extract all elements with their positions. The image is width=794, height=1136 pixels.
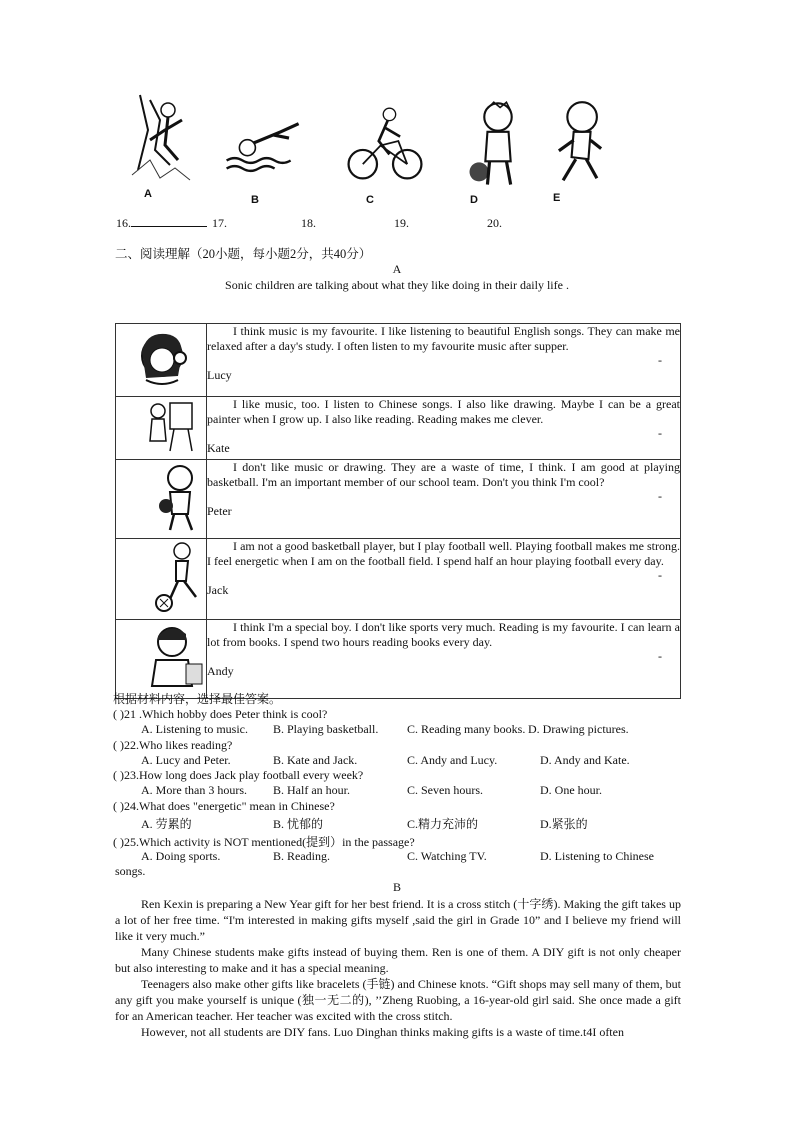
passage-row-jack <box>116 539 681 620</box>
peter-dash: - <box>658 489 662 503</box>
section-title: 二、阅读理解（20小题，每小题2分，共40分） <box>115 247 372 261</box>
q25-option-d-wrap: songs. <box>115 864 146 878</box>
part-b-letter: B <box>392 880 401 894</box>
answer-20: 20. <box>487 216 502 230</box>
jack-name: Jack <box>207 583 229 597</box>
picture-label-e: E <box>553 192 561 204</box>
passage-row-lucy <box>116 324 681 397</box>
part-b-paragraph-4: However, not all students are DIY fans. Luo Dinghan thinks making gifts is a waste of time.t4I often <box>141 1025 624 1039</box>
passage-row-peter <box>116 460 681 539</box>
part-b-paragraph-1: Ren Kexin is preparing a New Year gift for her best friend. It is a cross stitch (十字绣). Making the gift takes up a lot of her free time. “I'm interested in making gifts myself ,said the girl in Grade 10” and I believe my friend will like it very much.” <box>115 897 681 943</box>
jack-dash: - <box>658 568 662 582</box>
part-b-paragraph-3: Teenagers also make other gifts like bracelets (手链) and Chinese knots. “Gift shops may sell many of them, but any gift you make yourself is unique (独一无二的), ’’Zheng Ruobing, a 16-year-old girl said. She once made a gift for an American teacher. Her teacher was excited with the cross stitch. <box>115 977 681 1023</box>
passage-row-andy <box>116 620 681 699</box>
picture-label-b: B <box>251 194 259 206</box>
part-a-letter: A <box>392 262 402 276</box>
jack-picture <box>116 539 207 620</box>
climbing-picture <box>130 90 210 185</box>
running-picture <box>540 98 620 193</box>
andy-name: Andy <box>207 664 234 678</box>
lucy-name: Lucy <box>207 368 232 382</box>
q22-option-d: D. Andy and Kate. <box>540 753 630 767</box>
picture-label-d: D <box>470 194 478 206</box>
kate-name: Kate <box>207 441 230 455</box>
basketball-picture <box>458 98 538 193</box>
q22-option-c: C. Andy and Lucy. <box>407 753 498 767</box>
q21-option-a: A. Listening to music. <box>141 722 248 736</box>
q24-option-a: A. 劳累的 <box>141 817 192 831</box>
instruction: 根据材料内容，选择最佳答案。 <box>113 692 282 706</box>
answer-19: 19. <box>394 216 409 230</box>
peter-name: Peter <box>207 504 232 518</box>
q25-option-b: B. Reading. <box>273 849 330 863</box>
lucy-picture <box>116 324 207 397</box>
question-25: ( )25.Which activity is NOT mentioned(提到）in the passage? <box>113 835 415 849</box>
q24-option-d: D.紧张的 <box>540 817 588 831</box>
answer-17: 17. <box>212 216 227 230</box>
q21-option-c: C. Reading many books. <box>407 722 526 736</box>
answer-16: 16. <box>116 216 207 231</box>
andy-text: I think I'm a special boy. I don't like sports very much. Reading is my favourite. I can learn a lot from books. I spend two hours reading books every day. <box>207 620 680 649</box>
q23-option-b: B. Half an hour. <box>273 783 350 797</box>
picture-strip <box>130 90 600 210</box>
q24-option-c: C.精力充沛的 <box>407 817 479 831</box>
part-a-intro: Sonic children are talking about what they like doing in their daily life . <box>225 278 569 292</box>
andy-picture <box>116 620 207 699</box>
picture-label-a: A <box>144 188 152 200</box>
kate-picture <box>116 397 207 460</box>
part-b-paragraph-2: Many Chinese students make gifts instead of buying them. Ren is one of them. A DIY gift is not only cheaper but also interesting to make and it has a special meaning. <box>115 945 681 975</box>
q25-option-a: A. Doing sports. <box>141 849 221 863</box>
lucy-dash: - <box>658 353 662 367</box>
q25-option-c: C. Watching TV. <box>407 849 487 863</box>
q23-option-a: A. More than 3 hours. <box>141 783 247 797</box>
peter-picture <box>116 460 207 539</box>
q23-option-c: C. Seven hours. <box>407 783 483 797</box>
lucy-text: I think music is my favourite. I like listening to beautiful English songs. They can make me relaxed after a day's study. I often listen to my favourite music after supper. <box>207 324 680 353</box>
answer-18: 18. <box>301 216 316 230</box>
cycling-picture <box>345 98 425 193</box>
swimming-picture <box>225 105 305 200</box>
q24-option-b: B. 忧郁的 <box>273 817 324 831</box>
q21-option-d: D. Drawing pictures. <box>528 722 629 736</box>
andy-dash: - <box>658 649 662 663</box>
question-24: ( )24.What does "energetic" mean in Chinese? <box>113 799 335 813</box>
peter-text: I don't like music or drawing. They are a waste of time, I think. I am good at playing basketball. I'm an important member of our school team. Don't you think I'm cool? <box>207 460 680 489</box>
q22-option-b: B. Kate and Jack. <box>273 753 358 767</box>
passage-table <box>115 323 681 699</box>
passage-row-kate <box>116 397 681 460</box>
kate-text: I like music, too. I listen to Chinese songs. I also like drawing. Maybe I can be a great painter when I grow up. I also like reading. Reading makes me clever. <box>207 397 680 426</box>
question-21: ( )21 .Which hobby does Peter think is cool? <box>113 707 328 721</box>
q21-option-b: B. Playing basketball. <box>273 722 379 736</box>
kate-dash: - <box>658 426 662 440</box>
q25-option-d: D. Listening to Chinese <box>540 849 654 863</box>
jack-text: I am not a good basketball player, but I play football well. Playing football makes me strong. I feel energetic when I am on the football field. I spend half an hour playing football every day. <box>207 539 680 568</box>
q23-option-d: D. One hour. <box>540 783 602 797</box>
picture-label-c: C <box>366 194 374 206</box>
q22-option-a: A. Lucy and Peter. <box>141 753 231 767</box>
question-23: ( )23.How long does Jack play football every week? <box>113 768 364 782</box>
question-22: ( )22.Who likes reading? <box>113 738 233 752</box>
